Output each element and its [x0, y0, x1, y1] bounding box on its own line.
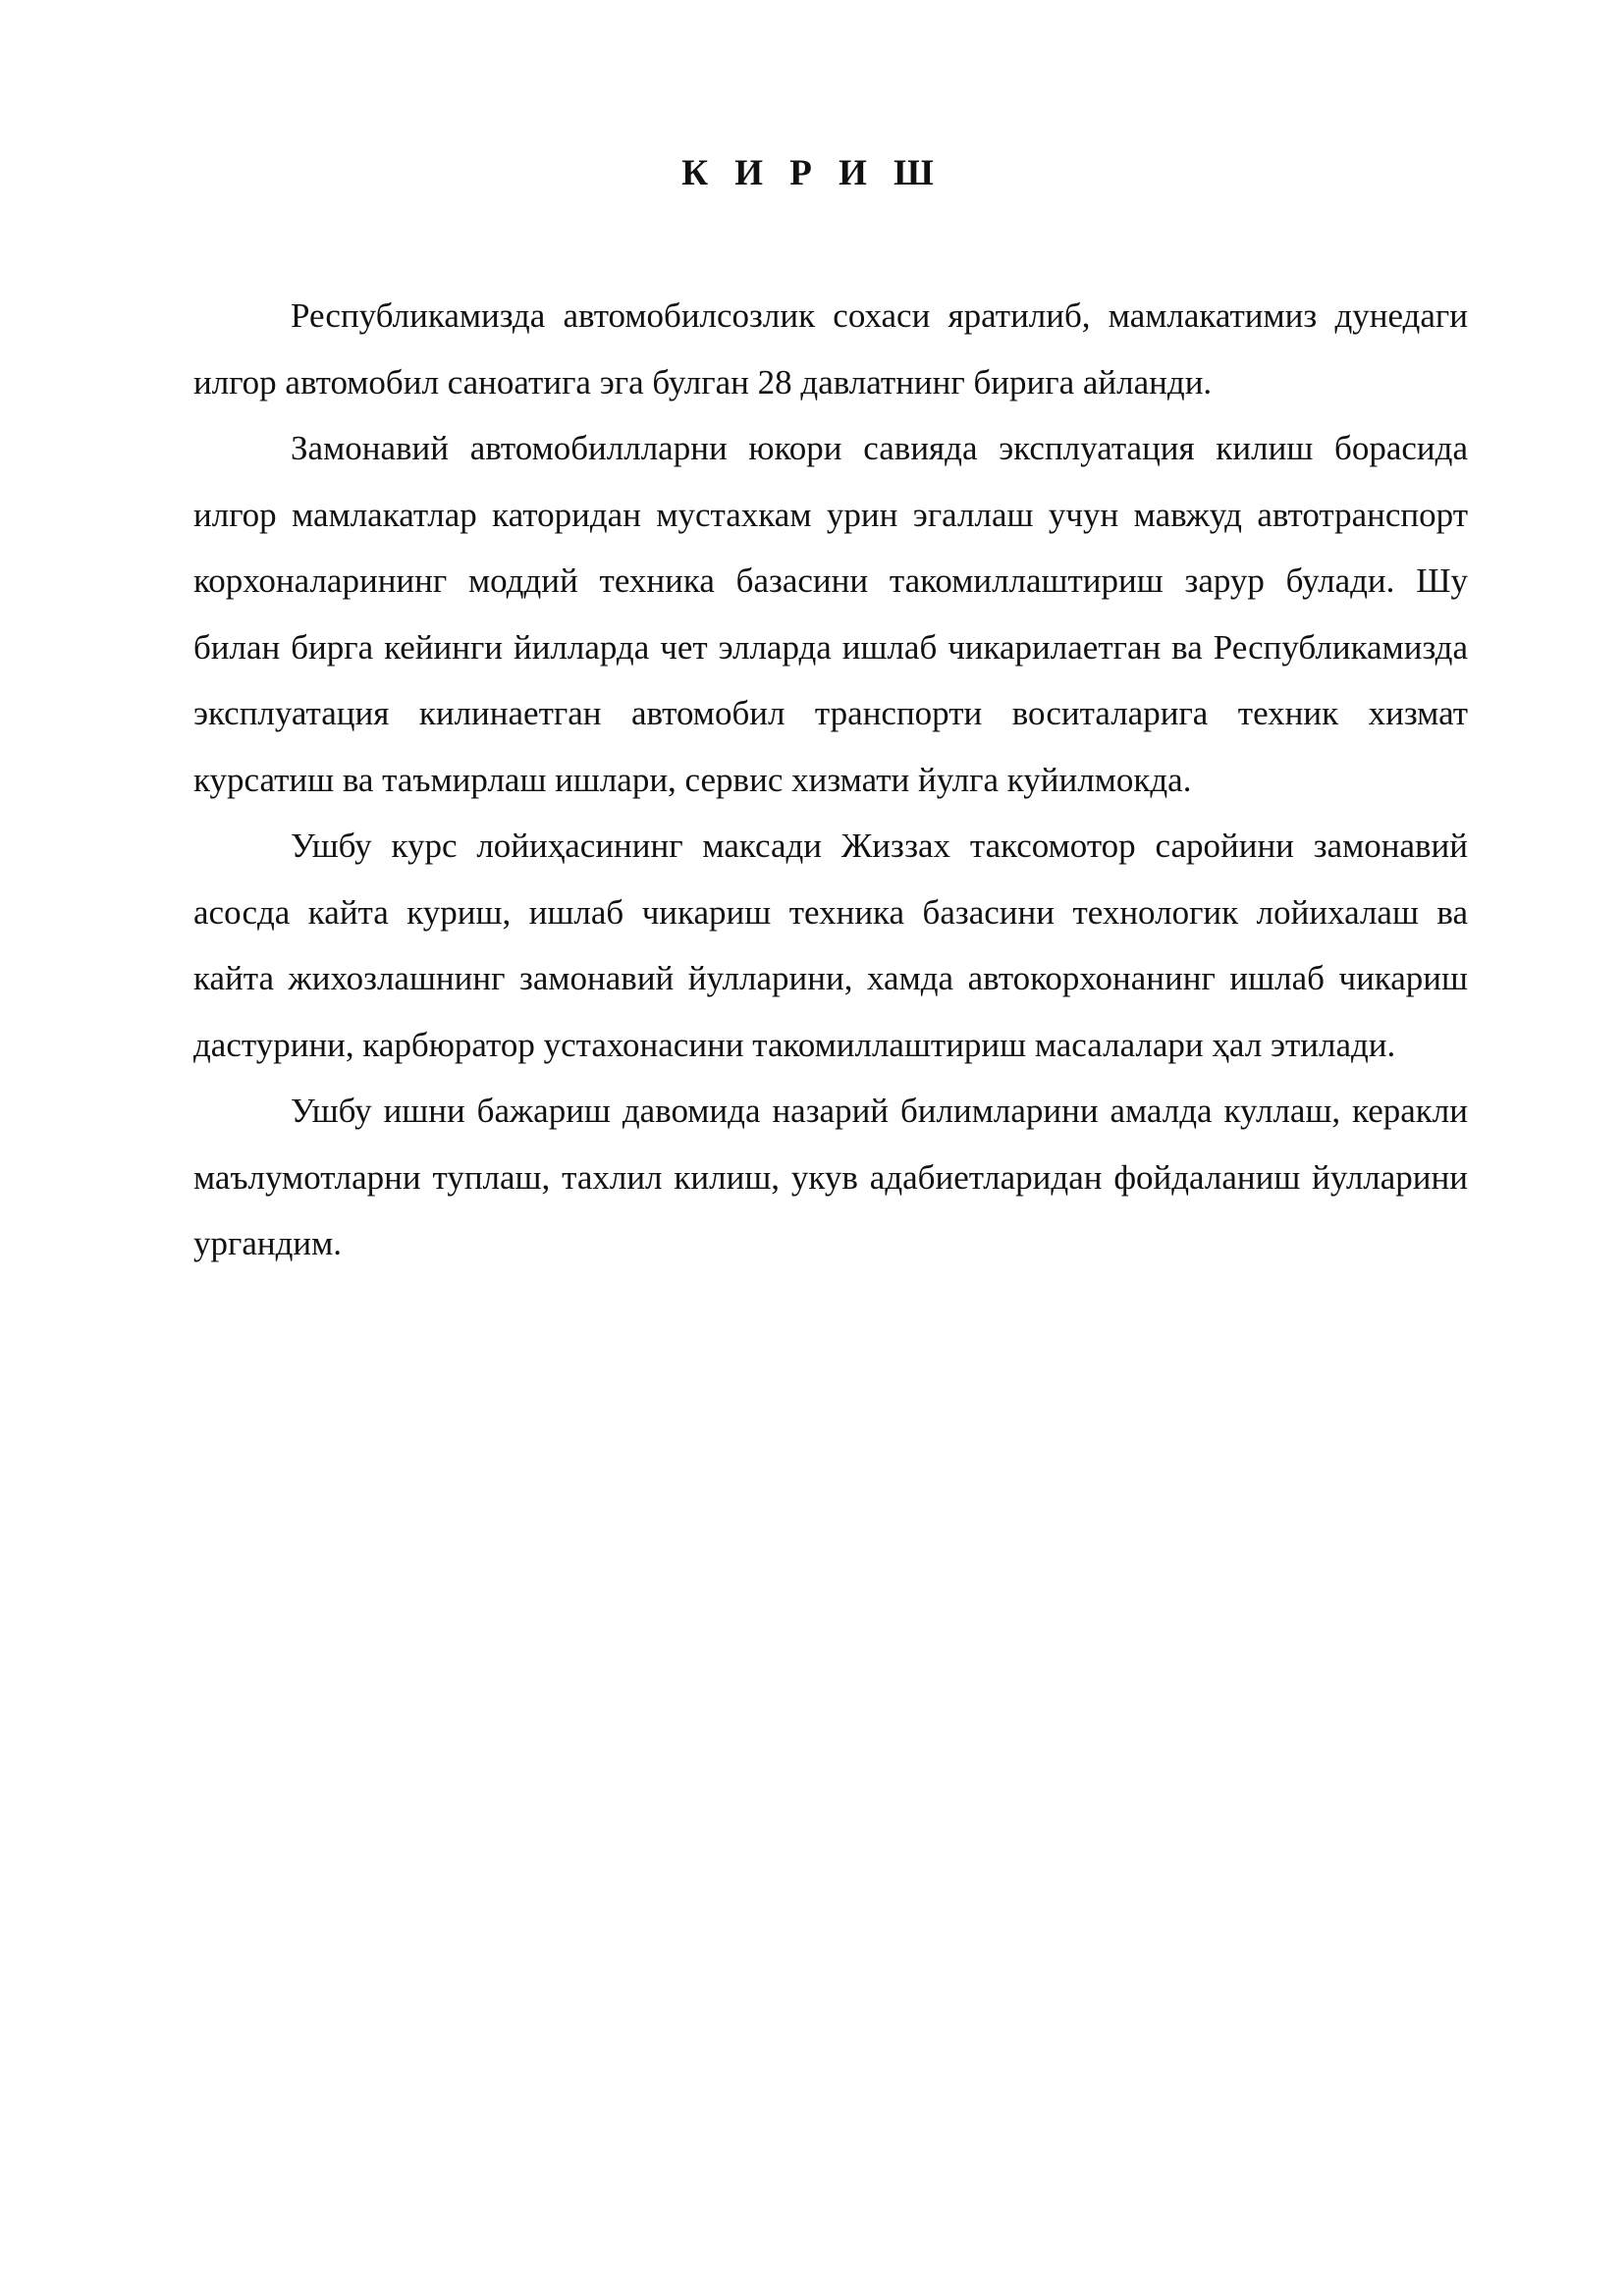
page-title: К И Р И Ш: [681, 153, 943, 193]
paragraph-4: Ушбу ишни бажариш давомида назарий билимларини амалда куллаш, керакли маълумотларни туплаш, тахлил килиш, укув адабиетларидан фойдаланиш йулларини ургандим.: [193, 1092, 1468, 1262]
paragraph-1: Республикамизда автомобилсозлик сохаси яратилиб, мамлакатимиз дунедаги илгор автомобил саноатига эга булган 28 давлатнинг бирига айланди.: [193, 296, 1468, 401]
paragraph-3: Ушбу курс лойиҳасининг максади Жиззах таксомотор саройини замонавий асосда кайта куриш, ишлаб чикариш техника базасини технологик лойихалаш ва кайта жихозлашнинг замонавий йулларини, хамда автокорхонанинг ишлаб чикариш дастурини, карбюратор устахонасини такомиллаштириш масалалари ҳал этилади.: [193, 827, 1468, 1064]
paragraph-2: Замонавий автомобиллларни юкори савияда эксплуатация килиш борасида илгор мамлакатлар каторидан мустахкам урин эгаллаш учун мавжуд автотранспорт корхоналарининг моддий техника базасини такомиллаштириш зарур булади. Шу билан бирга кейинги йилларда чет элларда ишлаб чикарилаетган ва Республикамизда эксплуатация килинаетган автомобил транспорти воситаларига техник хизмат курсатиш ва таъмирлаш ишлари, сервис хизмати йулга куйилмокда.: [193, 429, 1468, 799]
document-body: [193, 283, 1468, 1277]
